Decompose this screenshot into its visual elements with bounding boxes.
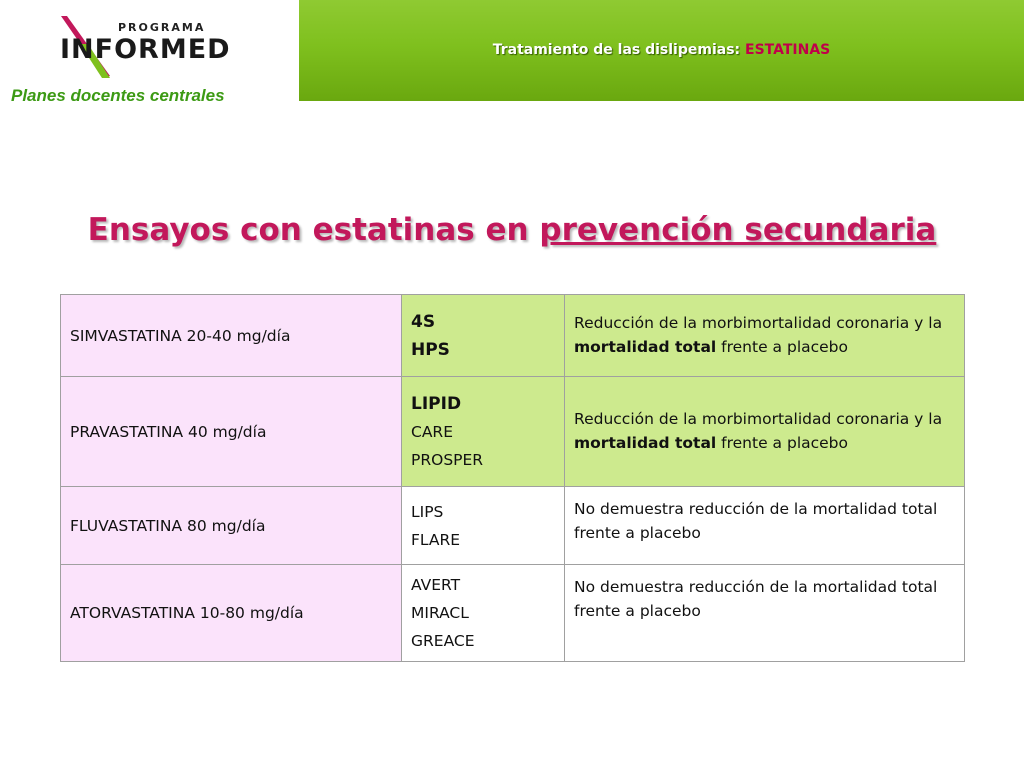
- table-row: [61, 377, 965, 487]
- table-row: [61, 565, 965, 662]
- trial-name: FLARE: [411, 530, 461, 549]
- trial-name: LIPID: [411, 393, 462, 414]
- trials-cell: [402, 565, 565, 662]
- statin-trials-table: [60, 294, 965, 662]
- banner-title: [299, 42, 1024, 58]
- table-row: [61, 295, 965, 377]
- result-text-tail: frente a placebo: [716, 338, 848, 356]
- trial-name: CARE: [411, 422, 453, 441]
- trials-cell: [402, 487, 565, 565]
- result-bold-text: mortalidad total: [574, 434, 717, 452]
- header-banner: [299, 0, 1024, 101]
- slide-title: [0, 212, 1024, 248]
- banner-title-text: Tratamiento de las dislipemias:: [492, 42, 746, 58]
- result-bold-text: mortalidad total: [574, 338, 717, 356]
- banner-title-accent: ESTATINAS: [745, 42, 831, 58]
- slide-title-text: Ensayos con estatinas en: [87, 212, 540, 248]
- drug-cell: PRAVASTATINA 40 mg/día: [61, 377, 402, 487]
- trials-cell: [402, 295, 565, 377]
- slide-title-underlined: prevención secundaria: [539, 212, 937, 248]
- trial-name: GREACE: [411, 632, 475, 650]
- drug-cell: SIMVASTATINA 20-40 mg/día: [61, 295, 402, 377]
- trial-name: MIRACL: [411, 604, 469, 622]
- result-cell: [565, 377, 965, 487]
- result-cell: [565, 295, 965, 377]
- drug-cell: ATORVASTATINA 10-80 mg/día: [61, 565, 402, 662]
- result-text: No demuestra reducción de la mortalidad total frente a placebo: [574, 578, 938, 620]
- result-text: Reducción de la morbimortalidad coronaria y la: [574, 410, 943, 428]
- result-cell: [565, 565, 965, 662]
- logo-area: [0, 0, 298, 110]
- trial-name: AVERT: [411, 576, 461, 594]
- trial-name: 4S: [411, 311, 436, 332]
- tagline: Planes docentes centrales: [11, 86, 225, 105]
- result-text: Reducción de la morbimortalidad coronaria y la: [574, 314, 943, 332]
- result-cell: [565, 487, 965, 565]
- result-text: No demuestra reducción de la mortalidad total frente a placebo: [574, 500, 938, 542]
- drug-cell: FLUVASTATINA 80 mg/día: [61, 487, 402, 565]
- logo-name: INFORMED: [60, 34, 231, 65]
- table-body: [61, 295, 965, 662]
- logo-prefix: PROGRAMA: [118, 21, 206, 34]
- trial-name: HPS: [411, 339, 450, 360]
- table-row: [61, 487, 965, 565]
- trials-cell: [402, 377, 565, 487]
- trial-name: PROSPER: [411, 450, 484, 469]
- trial-name: LIPS: [411, 502, 444, 521]
- result-text-tail: frente a placebo: [716, 434, 848, 452]
- informed-logo: [58, 14, 248, 80]
